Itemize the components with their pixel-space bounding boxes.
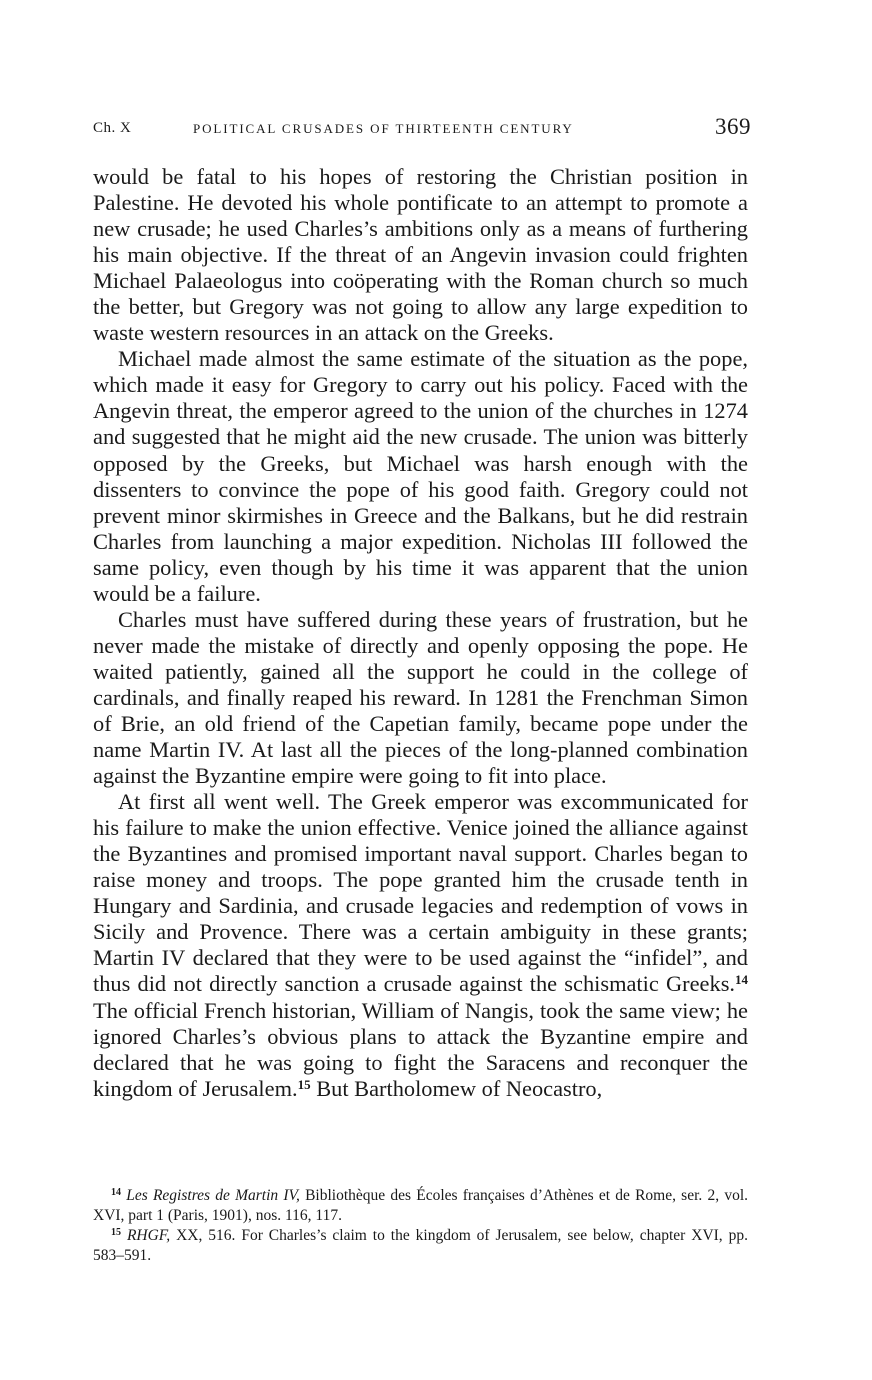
running-header <box>93 116 753 146</box>
page-number: 369 <box>715 114 751 139</box>
footnote <box>93 1226 748 1266</box>
chapter-label: Ch. X <box>93 120 132 136</box>
footnote-text: XX, 516. For Charles’s claim to the kingdom of Jerusalem, see below, chapter XVI, pp. 583–591. <box>93 1227 748 1264</box>
paragraph <box>93 789 748 1102</box>
paragraph-text: The official French historian, William of Nangis, took the same view; he ignored Charles’s obvious plans to attack the Byzantine empire and declared that he was going to fight the Saracens and reconquer the kingdom of Jerusalem. <box>93 997 748 1101</box>
footnote-text: Bibliothèque des Écoles françaises d’Athènes et de Rome, ser. 2, vol. XVI, part 1 (Paris, 1901), nos. 116, 117. <box>93 1187 748 1224</box>
footnotes <box>93 1186 748 1266</box>
paragraph-text: But Bartholomew of Neocastro, <box>310 1075 603 1101</box>
paragraph: Michael made almost the same estimate of the situation as the pope, which made it easy for Gregory to carry out his policy. Faced with the Angevin threat, the emperor agreed to the union of the churches in 1274 and suggested that he might aid the new crusade. The union was bitterly opposed by the Greeks, but Michael was harsh enough with the dissenters to convince the pope of his good faith. Gregory could not prevent minor skirmishes in Greece and the Balkans, but he did restrain Charles from launching a major expedition. Nicholas III followed the same policy, even though by his time it was apparent that the union would be a failure. <box>93 346 748 606</box>
paragraph-text: At first all went well. The Greek emperor was excommunicated for his failure to make the union effective. Venice joined the alliance against the Byzantines and promised important naval support. Charles began to raise money and troops. The pope granted him the crusade tenth in Hungary and Sardinia, and crusade legacies and redemption of vows in Sicily and Provence. There was a certain ambiguity in these grants; Martin IV declared that they were to be used against the “infidel”, and thus did not directly sanction a crusade against the schismatic Greeks. <box>93 789 748 997</box>
body-text <box>93 164 748 1102</box>
footnote-number: 14 <box>111 1187 121 1198</box>
running-title: POLITICAL CRUSADES OF THIRTEENTH CENTURY <box>193 121 574 136</box>
paragraph: Charles must have suffered during these years of frustration, but he never made the mistake of directly and openly opposing the pope. He waited patiently, gained all the support he could in the college of cardinals, and finally reaped his reward. In 1281 the Frenchman Simon of Brie, an old friend of the Capetian family, became pope under the name Martin IV. At last all the pieces of the long-planned combination against the Byzantine empire were going to fit into place. <box>93 606 748 789</box>
footnote-number: 15 <box>111 1227 121 1238</box>
footnote <box>93 1186 748 1226</box>
footnote-ref[interactable]: 15 <box>297 1076 311 1092</box>
paragraph: would be fatal to his hopes of restoring the Christian position in Palestine. He devoted his whole pontificate to an attempt to promote a new crusade; he used Charles’s ambitions only as a means of furthering his main objective. If the threat of an Angevin invasion could frighten Michael Palaeologus into coöperating with the Roman church so much the better, but Gregory was not going to allow any large expedition to waste western resources in an attack on the Greeks. <box>93 164 748 346</box>
footnote-italic: RHGF, <box>126 1227 171 1244</box>
footnote-italic: Les Registres de Martin IV, <box>126 1187 300 1204</box>
footnote-ref[interactable]: 14 <box>735 972 748 988</box>
